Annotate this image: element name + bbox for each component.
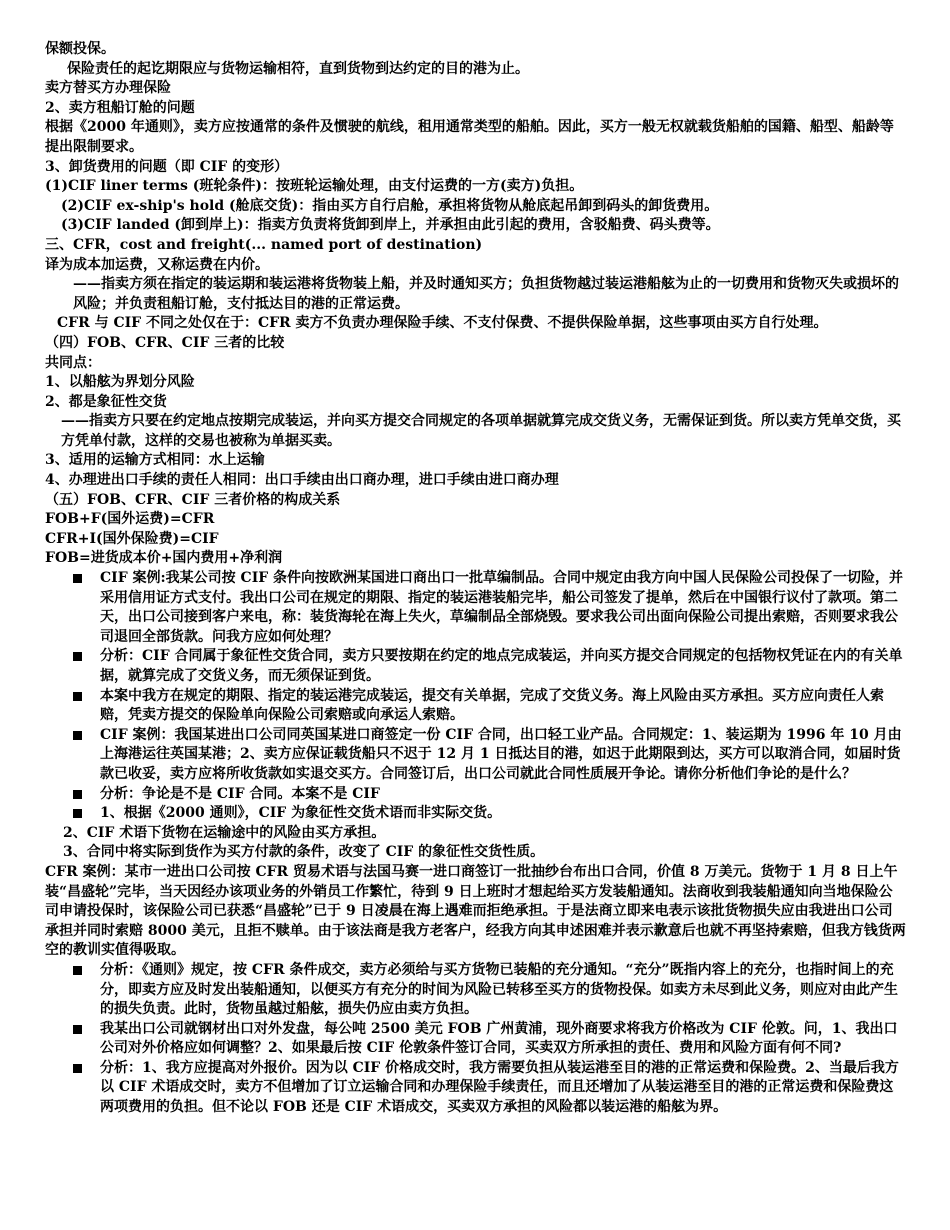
bullet-list	[45, 961, 906, 1118]
square-bullet-icon	[73, 692, 82, 701]
paragraph: (2)CIF ex-ship's hold (舱底交货)：指由买方自行启舱，承担将货物从舱底起吊卸到码头的卸货费用。	[61, 197, 719, 214]
paragraph: (1)CIF liner terms (班轮条件)：按班轮运输处理，由支付运费的一方(卖方)负担。	[45, 178, 584, 195]
paragraph: ——指卖方只要在约定地点按期完成装运，并向买方提交合同规定的各项单据就算完成交货义务，无需保证到货。所以卖方凭单交货，买方凭单付款，这样的交易也被称为单据买卖。	[61, 413, 901, 449]
list-item	[45, 1059, 906, 1118]
list-item-text: 分析：争论是不是 CIF 合同。本案不是 CIF	[100, 785, 380, 802]
list-item	[45, 785, 906, 805]
paragraph: (3)CIF landed (卸到岸上)：指卖方负责将货卸到岸上，并承担由此引起的费用，含驳船费、码头费等。	[61, 217, 720, 234]
paragraph: 3、适用的运输方式相同：水上运输	[45, 452, 265, 469]
paragraph: 保险责任的起讫期限应与货物运输相符，直到货物到达约定的目的港为止。	[67, 60, 529, 77]
list-item-text: 1、根据《2000 通则》，CIF 为象征性交货术语而非实际交货。	[100, 805, 502, 822]
paragraph: CFR 与 CIF 不同之处仅在于：CFR 卖方不负责办理保险手续、不支付保费、不提供保险单据，这些事项由买方自行处理。	[57, 315, 828, 332]
square-bullet-icon	[73, 652, 82, 661]
formula: FOB+F(国外运费)=CFR	[45, 511, 215, 528]
paragraph: 卖方替买方办理保险	[45, 80, 171, 97]
section-heading: 3、卸货费用的问题（即 CIF 的变形）	[45, 158, 289, 175]
square-bullet-icon	[73, 731, 82, 740]
section-heading: 三、CFR，cost and freight(... named port of destination)	[45, 236, 483, 253]
paragraph: 1、以船舷为界划分风险	[45, 374, 195, 391]
paragraph: CFR 案例：某市一进出口公司按 CFR 贸易术语与法国马赛一进口商签订一批抽纱台布出口合同，价值 8 万美元。货物于 1 月 8 日上午装“昌盛轮”完毕，当天因经办该项业务的外销员工作繁忙，待到 9 日上班时才想起给买方发装船通知。法商收到我装船通知向当地保险公司申请投保时，该保险公司已获悉“昌盛轮”已于 9 日凌晨在海上遇难而拒绝承担。于是法商立即来电表示该批货物损失应由我进出口公司承担并同时索赔 8000 美元，且拒不赎单。由于该法商是我方老客户，经我方向其申述困难并表示歉意后也就不再坚持索赔，但我方钱货两空的教训实值得吸取。	[45, 863, 906, 959]
list-item-text: 本案中我方在规定的期限、指定的装运港完成装运，提交有关单据，完成了交货义务。海上风险由买方承担。买方应向责任人索赔，凭卖方提交的保险单向保险公司索赔或向承运人索赔。	[100, 687, 884, 724]
square-bullet-icon	[73, 966, 82, 975]
square-bullet-icon	[73, 1064, 82, 1073]
formula: FOB=进货成本价+国内费用+净利润	[45, 550, 283, 567]
square-bullet-icon	[73, 574, 82, 583]
list-item	[45, 687, 906, 726]
list-item	[45, 647, 906, 686]
paragraph: 4、办理进出口手续的责任人相同：出口手续由出口商办理，进口手续由进口商办理	[45, 472, 559, 489]
section-heading: （四）FOB、CFR、CIF 三者的比较	[45, 334, 285, 351]
bullet-list	[45, 569, 906, 824]
list-item-text: 分析：《通则》规定，按 CFR 条件成交，卖方必须给与买方货物已装船的充分通知。“充分”既指内容上的充分，也指时间上的充分，即卖方应及时发出装船通知，以便买方有充分的时间为风险已转移至买方的货物投保。如卖方未尽到此义务，则应对由此产生的损失负责。此时，货物虽越过船舷，损失仍应由卖方负担。	[100, 961, 898, 1018]
paragraph: 保额投保。	[45, 41, 115, 57]
square-bullet-icon	[73, 809, 82, 818]
paragraph: ——指卖方须在指定的装运期和装运港将货物装上船，并及时通知买方；负担货物越过装运港船舷为止的一切费用和货物灭失或损坏的风险；并负责租船订舱，支付抵达目的港的正常运费。	[73, 276, 899, 312]
paragraph: 根据《2000 年通则》，卖方应按通常的条件及惯驶的航线，租用通常类型的船舶。因此，买方一般无权就载货船舶的国籍、船型、船龄等提出限制要求。	[45, 119, 894, 155]
list-item	[45, 961, 906, 1020]
list-item	[45, 569, 906, 647]
list-item-text: 分析：CIF 合同属于象征性交货合同，卖方只要按期在约定的地点完成装运，并向买方提交合同规定的包括物权凭证在内的有关单据，就算完成了交货义务，而无须保证到货。	[100, 648, 903, 684]
list-item	[45, 726, 906, 785]
paragraph: 译为成本加运费，又称运费在内价。	[45, 256, 269, 273]
formula: CFR+I(国外保险费)=CIF	[45, 530, 219, 547]
square-bullet-icon	[73, 1025, 82, 1034]
list-item-text: 分析：1、我方应提高对外报价。因为以 CIF 价格成交时，我方需要负担从装运港至目的港的正常运费和保险费。2、当最后我方以 CIF 术语成交时，卖方不但增加了订立运输合同和办理保险手续责任，而且还增加了从装运港至目的港的正常运费和保险费这两项费用的负担。但不论以 FOB 还是 CIF 术语成交，买卖双方承担的风险都以装运港的船舷为界。	[100, 1059, 899, 1116]
square-bullet-icon	[73, 790, 82, 799]
list-item-text: CIF 案例：我国某进出口公司同英国某进口商签定一份 CIF 合同，出口轻工业产品。合同规定：1、装运期为 1996 年 10 月由上海港运往英国某港；2、卖方应保证载货船只不迟于 12 月 1 日抵达目的港，如迟于此期限到达，买方可以取消合同，如届时货款已收妥，卖方应将所收货款如实退交买方。合同签订后，出口公司就此合同性质展开争论。请你分析他们争论的是什么？	[100, 726, 902, 782]
section-heading: 2、卖方租船订舱的问题	[45, 99, 195, 116]
paragraph: 2、CIF 术语下货物在运输途中的风险由买方承担。	[63, 824, 386, 841]
list-item	[45, 804, 906, 824]
paragraph: 3、合同中将实际到货作为买方付款的条件，改变了 CIF 的象征性交货性质。	[63, 844, 545, 861]
paragraph: 共同点：	[45, 354, 101, 371]
section-heading: （五）FOB、CFR、CIF 三者价格的构成关系	[45, 491, 341, 508]
list-item	[45, 1020, 906, 1059]
list-item-text: CIF 案例:我某公司按 CIF 条件向按欧洲某国进口商出口一批草编制品。合同中规定由我方向中国人民保险公司投保了一切险，并采用信用证方式支付。我出口公司在规定的期限、指定的装运港装船完毕，船公司签发了提单，然后在中国银行议付了款项。第二天，出口公司接到客户来电，称：装货海轮在海上失火，草编制品全部烧毁。要求我公司出面向保险公司提出索赔，否则要求我公司退回全部货款。问我方应如何处理？	[100, 570, 904, 645]
paragraph: 2、都是象征性交货	[45, 393, 167, 410]
list-item-text: 我某出口公司就钢材出口对外发盘，每公吨 2500 美元 FOB 广州黄浦，现外商要求将我方价格改为 CIF 伦敦。问，1、我出口公司对外价格应如何调整？2、如果最后按 CIF 伦敦条件签订合同，买卖双方所承担的责任、费用和风险方面有何不同?	[100, 1020, 898, 1057]
